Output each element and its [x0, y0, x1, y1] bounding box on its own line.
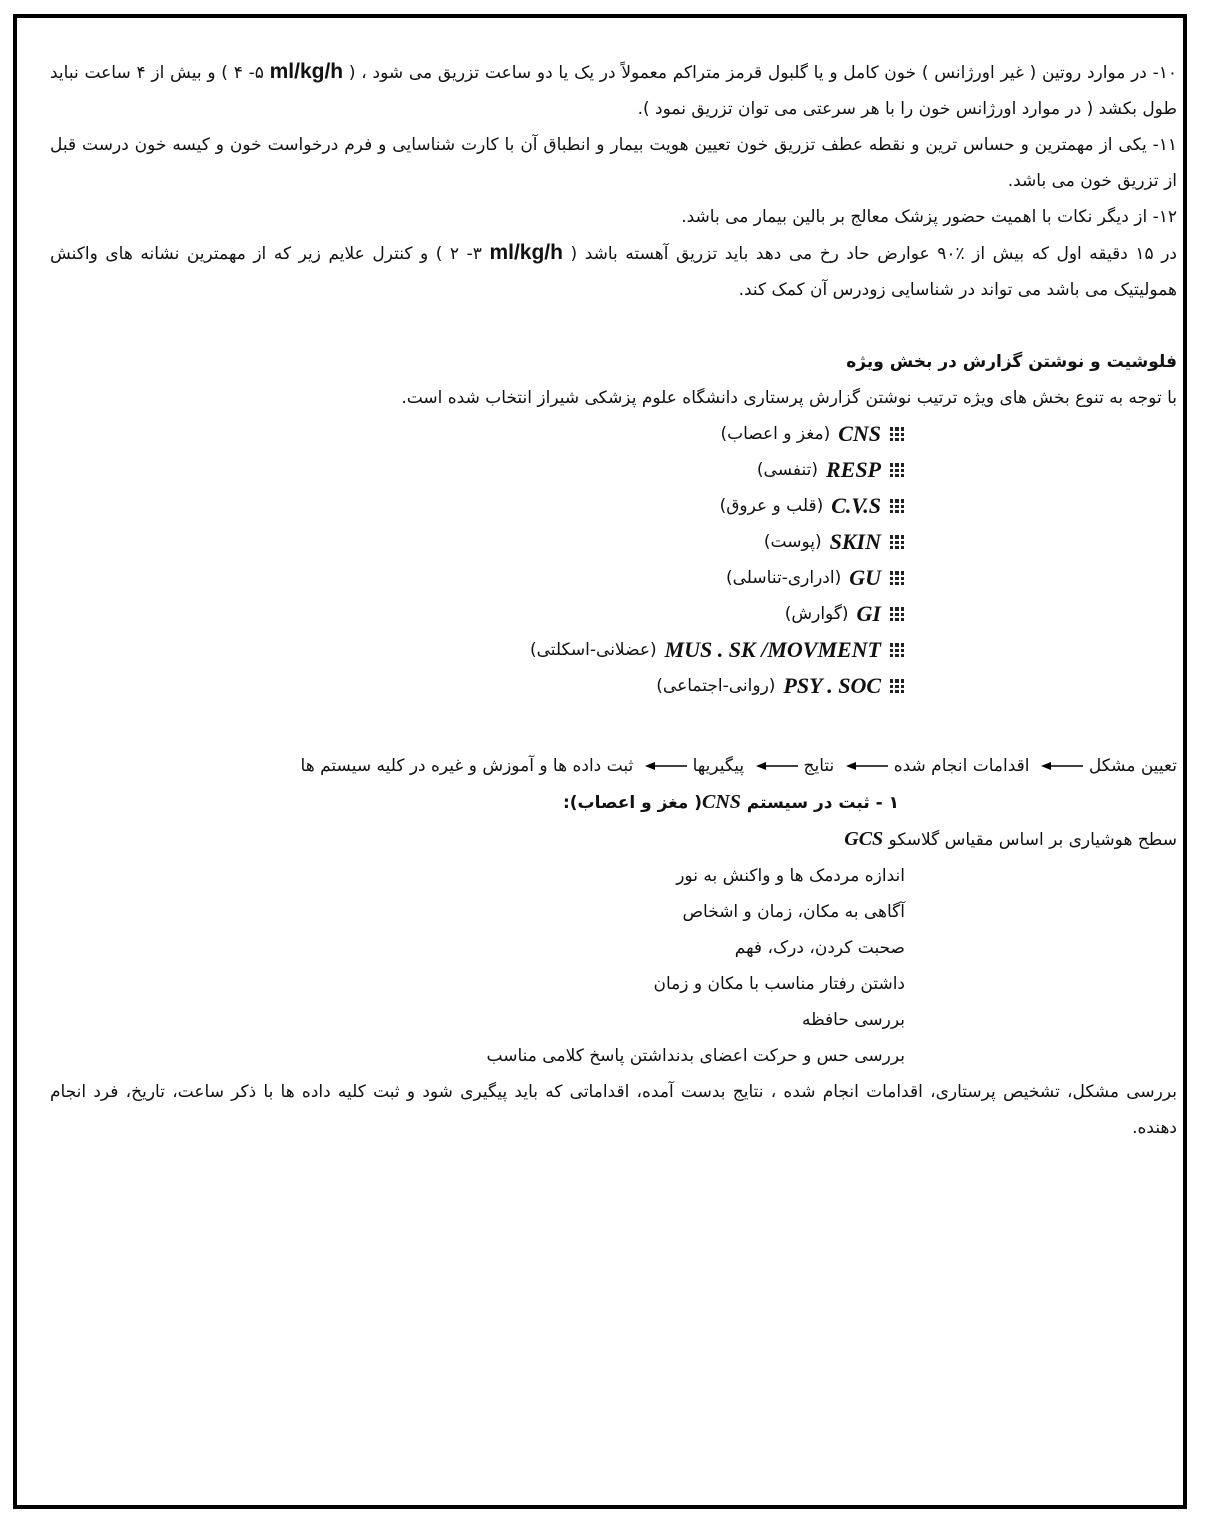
square-bullet-icon	[889, 462, 905, 478]
list-item: بررسی حافظه	[801, 1010, 905, 1030]
left-arrow-icon	[846, 761, 888, 771]
intro-text: با توجه به تنوع بخش های ویژه ترتیب نوشتن گزارش پرستاری دانشگاه علوم پزشکی شیراز انتخاب شده است.	[401, 388, 1177, 408]
list-item: GI (گوارش)	[50, 596, 905, 632]
document-body	[50, 54, 1177, 1146]
square-bullet-icon	[889, 426, 905, 442]
paragraph-11: ۱۱- یکی از مهمترین و حساس ترین و نقطه عطف تزریق خون تعیین هویت بیمار و انطباق آن با کارت شناسایی و فرم درخواست خون و کیسه خون درست قبل از تزریق خون می باشد.	[50, 135, 1177, 191]
unit-text: ml/kg/h	[489, 241, 563, 264]
section-heading: فلوشیت و نوشتن گزارش در بخش ویژه	[846, 352, 1177, 372]
paragraph-10: ۱۰- در موارد روتین ( غیر اورژانس ) خون کامل و یا گلبول قرمز متراکم معمولاً در یک یا دو ساعت تزریق می شود ، ( ml/kg/h ۵- ۴ ) و بیش از ۴ ساعت نباید طول بکشد ( در موارد اورژانس خون را با هر سرعتی می توان تزریق نمود ).	[50, 60, 1178, 119]
list-item: داشتن رفتار مناسب با مکان و زمان	[653, 974, 905, 994]
square-bullet-icon	[889, 498, 905, 514]
closing-text: بررسی مشکل، تشخیص پرستاری، اقدامات انجام شده ، نتایج بدست آمده، اقداماتی که باید پیگیری شود و ثبت کلیه داده ها با ذکر ساعت، تاریخ، فرد انجام دهنده.	[50, 1082, 1177, 1138]
flow-step: نتایج	[803, 756, 835, 776]
square-bullet-icon	[889, 678, 905, 694]
paragraph-12: ۱۲- از دیگر نکات با اهمیت حضور پزشک معالج بر بالین بیمار می باشد.	[681, 207, 1177, 227]
flow-step: ثبت داده ها و آموزش و غیره در کلیه سیستم ها	[300, 756, 634, 776]
list-item: صحبت کردن، درک، فهم	[734, 938, 905, 958]
list-item: GU (ادراری-تناسلی)	[50, 560, 905, 596]
left-arrow-icon	[645, 761, 687, 771]
cns-items	[50, 858, 1177, 1074]
list-item: PSY . SOC (روانی-اجتماعی)	[50, 668, 905, 704]
list-item: CNS (مغز و اعصاب)	[50, 416, 905, 452]
list-item: اندازه مردمک ها و واکنش به نور	[676, 866, 905, 886]
square-bullet-icon	[889, 534, 905, 550]
list-item: آگاهی به مکان، زمان و اشخاص	[682, 902, 905, 922]
unit-text: ml/kg/h	[269, 60, 344, 83]
list-item: C.V.S (قلب و عروق)	[50, 488, 905, 524]
cns-section-title: ۱ - ثبت در سیستم CNS( مغز و اعصاب):	[562, 791, 899, 813]
left-arrow-icon	[756, 761, 798, 771]
list-item: MUS . SK /MOVMENT (عضلانی-اسکلتی)	[50, 632, 905, 668]
square-bullet-icon	[889, 642, 905, 658]
systems-list	[50, 416, 1177, 704]
cns-item-gcs: سطح هوشیاری بر اساس مقیاس گلاسکو GCS	[844, 828, 1177, 850]
left-arrow-icon	[1041, 761, 1083, 771]
list-item: بررسی حس و حرکت اعضای بدنداشتن پاسخ کلامی مناسب	[486, 1046, 905, 1066]
flow-step: پیگیریها	[692, 756, 745, 776]
list-item: SKIN (پوست)	[50, 524, 905, 560]
flow-step: تعیین مشکل	[1088, 756, 1177, 776]
list-item: RESP (تنفسی)	[50, 452, 905, 488]
flow-line	[50, 748, 1177, 784]
square-bullet-icon	[889, 570, 905, 586]
paragraph-13: در ۱۵ دقیقه اول که بیش از ٪۹۰ عوارض حاد رخ می دهد باید تزریق آهسته باشد ( ml/kg/h ۳- ۲ ) و کنترل علایم زیر که از مهمترین نشانه های واکنش همولیتیک می باشد می تواند در شناسایی زودرس آن کمک کند.	[50, 241, 1178, 300]
flow-step: اقدامات انجام شده	[893, 756, 1030, 776]
square-bullet-icon	[889, 606, 905, 622]
